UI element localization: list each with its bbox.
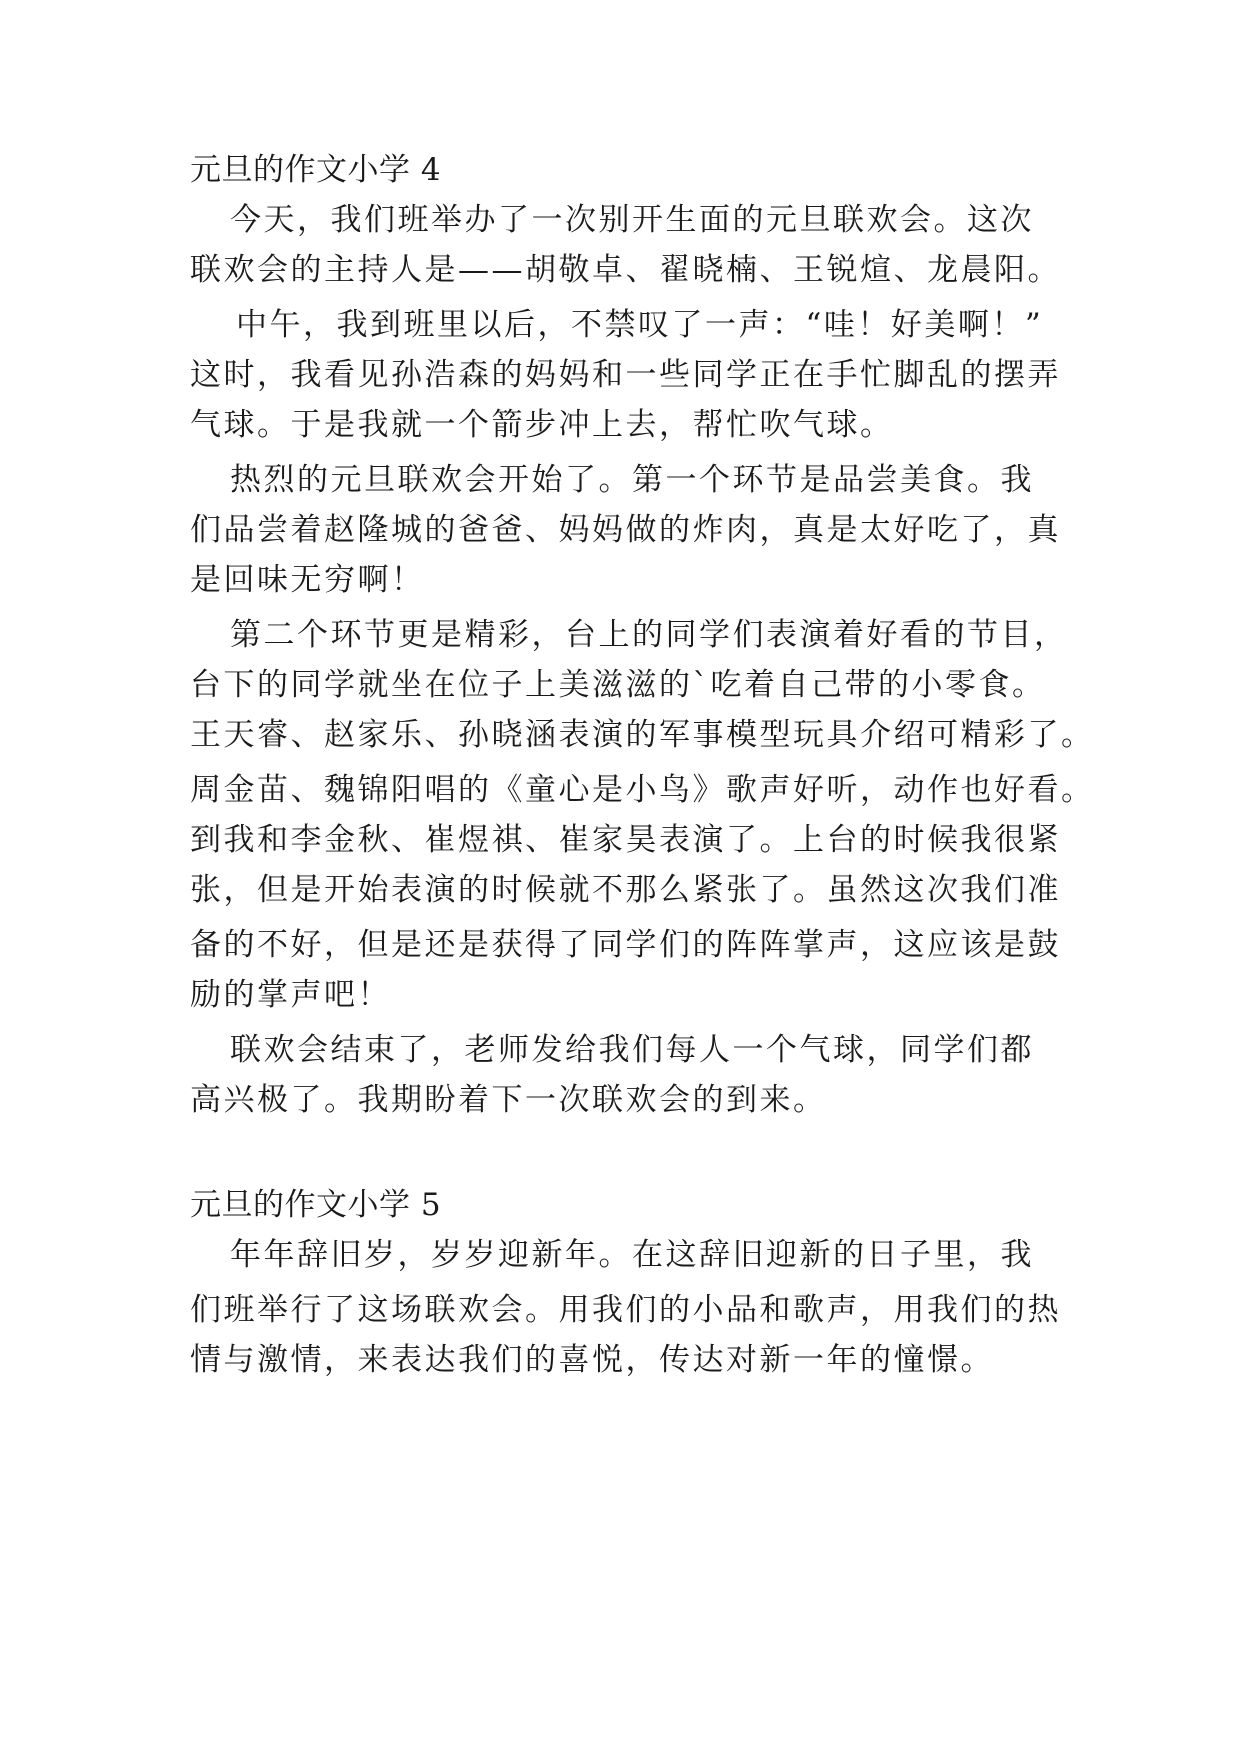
essay-4-line-3: 中午，我到班里以后，不禁叹了一声：“哇！好美啊！” xyxy=(236,307,1044,343)
essay-4-line-18: 高兴极了。我期盼着下一次联欢会的到来。 xyxy=(190,1082,827,1118)
essay-4-title: 元旦的作文小学 4 xyxy=(190,152,442,188)
essay-4-line-14: 张，但是开始表演的时候就不那么紧张了。虽然这次我们准 xyxy=(190,872,1061,908)
essay-5-title: 元旦的作文小学 5 xyxy=(190,1187,442,1223)
essay-4-line-1: 今天，我们班举办了一次别开生面的元旦联欢会。这次 xyxy=(230,202,1034,238)
essay-4-line-5: 气球。于是我就一个箭步冲上去，帮忙吹气球。 xyxy=(190,407,894,443)
essay-4-line-9: 第二个环节更是精彩，台上的同学们表演着好看的节目， xyxy=(230,617,1068,653)
essay-4-line-7: 们品尝着赵隆城的爸爸、妈妈做的炸肉，真是太好吃了，真 xyxy=(190,512,1061,548)
essay-4-line-12: 周金苗、魏锦阳唱的《童心是小鸟》歌声好听，动作也好看。 xyxy=(190,772,1095,808)
essay-4-line-10: 台下的同学就坐在位子上美滋滋的`吃着自己带的小零食。 xyxy=(190,667,1046,703)
essay-4-line-13: 到我和李金秋、崔煜祺、崔家昊表演了。上台的时候我很紧 xyxy=(190,822,1061,858)
essay-4-line-17: 联欢会结束了，老师发给我们每人一个气球，同学们都 xyxy=(230,1032,1034,1068)
essay-5-line-3: 情与激情，来表达我们的喜悦，传达对新一年的憧憬。 xyxy=(190,1342,994,1378)
essay-5-line-2: 们班举行了这场联欢会。用我们的小品和歌声，用我们的热 xyxy=(190,1292,1061,1328)
essay-4-line-2: 联欢会的主持人是——胡敬卓、翟晓楠、王锐煊、龙晨阳。 xyxy=(190,252,1061,288)
essay-4-line-16: 励的掌声吧！ xyxy=(190,977,391,1013)
essay-4-line-8: 是回味无穷啊！ xyxy=(190,562,425,598)
essay-4-line-15: 备的不好，但是还是获得了同学们的阵阵掌声，这应该是鼓 xyxy=(190,927,1061,963)
essay-4-line-11: 王天睿、赵家乐、孙晓涵表演的军事模型玩具介绍可精彩了。 xyxy=(190,717,1095,753)
essay-4-line-4: 这时，我看见孙浩森的妈妈和一些同学正在手忙脚乱的摆弄 xyxy=(190,357,1061,393)
essay-4-line-6: 热烈的元旦联欢会开始了。第一个环节是品尝美食。我 xyxy=(230,462,1034,498)
essay-5-line-1: 年年辞旧岁，岁岁迎新年。在这辞旧迎新的日子里，我 xyxy=(230,1237,1034,1273)
